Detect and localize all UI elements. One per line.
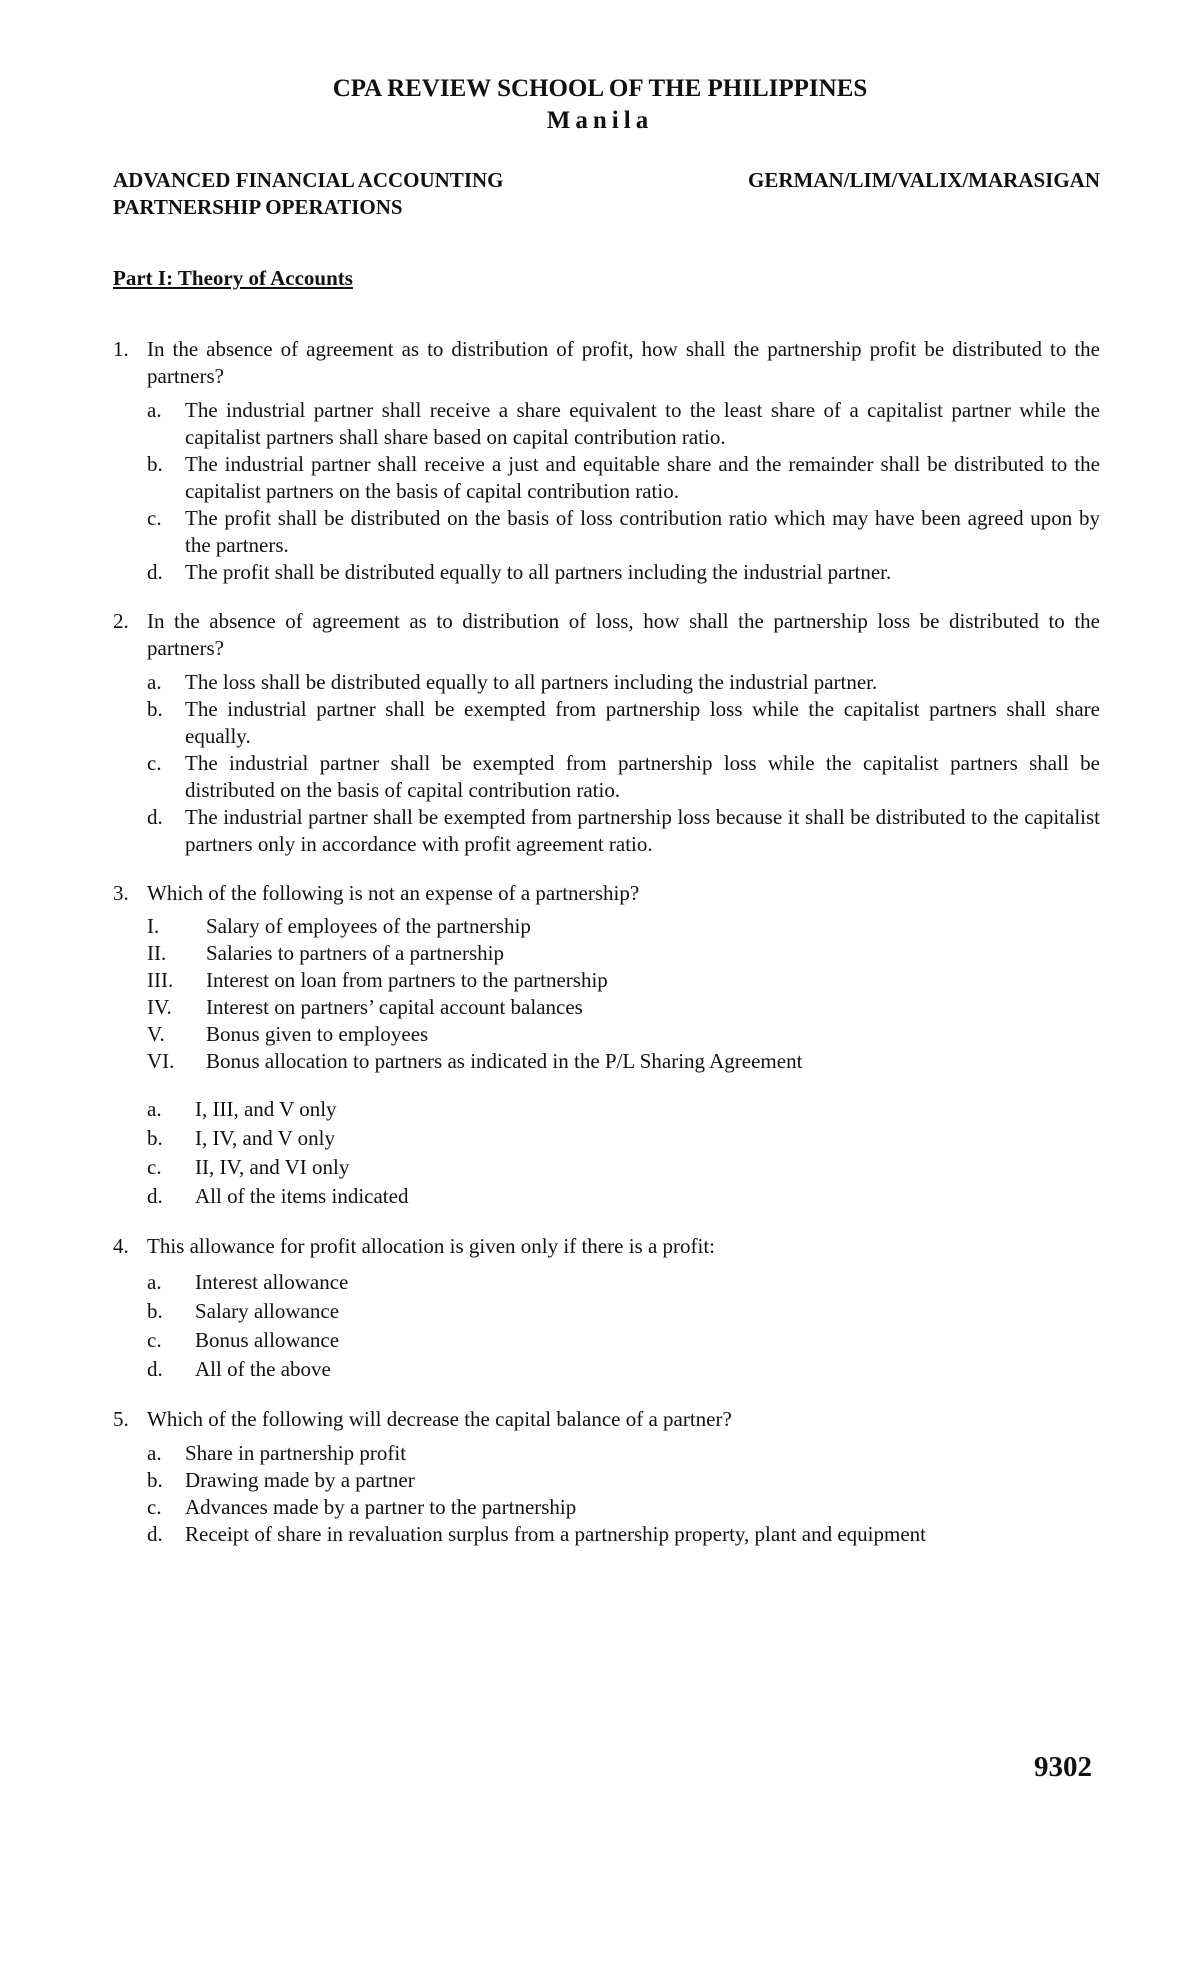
choice-letter: a. xyxy=(147,398,162,422)
choice-c xyxy=(147,750,1100,804)
statement-number: VI. xyxy=(147,1049,175,1073)
question-3 xyxy=(113,880,1100,1211)
statement-text: Salary of employees of the partnership xyxy=(206,914,531,938)
choice-letter: b. xyxy=(147,1299,163,1323)
question-number: 1. xyxy=(113,337,129,361)
choice-letter: b. xyxy=(147,452,163,476)
choice-text: The profit shall be distributed equally to all partners including the industrial partner. xyxy=(185,560,892,584)
statement-number: I. xyxy=(147,914,160,938)
statement-number: III. xyxy=(147,968,174,992)
choice-c xyxy=(147,1153,1100,1182)
question-2 xyxy=(113,608,1100,858)
page-number: 9302 xyxy=(1034,1751,1092,1783)
course-info xyxy=(113,167,504,221)
question-text: This allowance for profit allocation is given only if there is a profit: xyxy=(147,1234,716,1258)
choice-letter: a. xyxy=(147,1441,162,1465)
statement-item xyxy=(147,940,1100,967)
statement-text: Bonus allocation to partners as indicated in the P/L Sharing Agreement xyxy=(206,1049,803,1073)
question-1 xyxy=(113,336,1100,586)
choice-a xyxy=(147,669,1100,696)
choice-text: Bonus allowance xyxy=(195,1328,340,1352)
choice-letter: d. xyxy=(147,1184,163,1208)
choice-text: The industrial partner shall be exempted from partnership loss because it shall be distributed to the capitalist partners only in accordance with profit agreement ratio. xyxy=(185,805,1100,856)
statement-text: Interest on loan from partners to the partnership xyxy=(206,968,608,992)
choice-letter: b. xyxy=(147,697,163,721)
choice-letter: a. xyxy=(147,1270,162,1294)
choice-text: Receipt of share in revaluation surplus from a partnership property, plant and equipment xyxy=(185,1522,926,1546)
statement-number: II. xyxy=(147,941,167,965)
choice-text: The industrial partner shall receive a share equivalent to the least share of a capitalist partner while the capitalist partners shall share based on capital contribution ratio. xyxy=(185,398,1100,449)
course-title: ADVANCED FINANCIAL ACCOUNTING xyxy=(113,168,504,192)
choice-text: Salary allowance xyxy=(195,1299,340,1323)
statement-number: V. xyxy=(147,1022,165,1046)
answer-choices xyxy=(147,669,1100,858)
school-city: Manila xyxy=(546,107,654,134)
part-title: Part I: Theory of Accounts xyxy=(113,266,353,290)
choice-text: The industrial partner shall receive a just and equitable share and the remainder shall be distributed to the capitalist partners on the basis of capital contribution ratio. xyxy=(185,452,1100,503)
choice-c xyxy=(147,1326,1100,1355)
authors: GERMAN/LIM/VALIX/MARASIGAN xyxy=(748,168,1100,192)
question-5 xyxy=(113,1406,1100,1548)
question-number: 4. xyxy=(113,1234,129,1258)
choice-text: I, III, and V only xyxy=(195,1097,337,1121)
choice-letter: a. xyxy=(147,1097,162,1121)
choice-d xyxy=(147,1355,1100,1384)
choice-a xyxy=(147,397,1100,451)
choice-letter: d. xyxy=(147,805,163,829)
choice-c xyxy=(147,1494,1100,1521)
choice-letter: b. xyxy=(147,1468,163,1492)
question-number: 5. xyxy=(113,1407,129,1431)
choice-text: Share in partnership profit xyxy=(185,1441,407,1465)
choice-letter: c. xyxy=(147,1328,162,1352)
choice-b xyxy=(147,1297,1100,1326)
statement-text: Bonus given to employees xyxy=(206,1022,429,1046)
choice-text: II, IV, and VI only xyxy=(195,1155,350,1179)
choice-text: The profit shall be distributed on the basis of loss contribution ratio which may have been agreed upon by the partners. xyxy=(185,506,1100,557)
document-header xyxy=(0,74,1200,136)
choice-text: Drawing made by a partner xyxy=(185,1468,415,1492)
choice-text: The loss shall be distributed equally to all partners including the industrial partner. xyxy=(185,670,878,694)
answer-choices xyxy=(147,1095,1100,1211)
statement-item xyxy=(147,994,1100,1021)
choice-d xyxy=(147,1521,1100,1548)
question-text: In the absence of agreement as to distribution of loss, how shall the partnership loss be distributed to the partners? xyxy=(147,609,1100,660)
question-4 xyxy=(113,1233,1100,1384)
choice-letter: a. xyxy=(147,670,162,694)
statement-item xyxy=(147,1048,1100,1075)
choice-letter: b. xyxy=(147,1126,163,1150)
choice-c xyxy=(147,505,1100,559)
choice-letter: c. xyxy=(147,506,162,530)
statement-number: IV. xyxy=(147,995,172,1019)
statement-item xyxy=(147,913,1100,940)
question-number: 3. xyxy=(113,881,129,905)
choice-b xyxy=(147,1467,1100,1494)
statement-item xyxy=(147,967,1100,994)
choice-b xyxy=(147,1124,1100,1153)
statement-text: Interest on partners’ capital account balances xyxy=(206,995,583,1019)
choice-letter: d. xyxy=(147,1522,163,1546)
choice-text: Interest allowance xyxy=(195,1270,349,1294)
choice-text: Advances made by a partner to the partnership xyxy=(185,1495,577,1519)
choice-d xyxy=(147,1182,1100,1211)
choice-text: All of the above xyxy=(195,1357,331,1381)
statement-list xyxy=(147,913,1100,1075)
choice-letter: c. xyxy=(147,1495,162,1519)
course-topic: PARTNERSHIP OPERATIONS xyxy=(113,195,403,219)
choice-b xyxy=(147,696,1100,750)
choice-letter: c. xyxy=(147,751,162,775)
answer-choices xyxy=(147,1440,1100,1548)
question-text: Which of the following will decrease the capital balance of a partner? xyxy=(147,1407,732,1431)
choice-a xyxy=(147,1095,1100,1124)
choice-d xyxy=(147,804,1100,858)
question-list xyxy=(113,336,1100,1570)
statement-text: Salaries to partners of a partnership xyxy=(206,941,504,965)
school-name: CPA REVIEW SCHOOL OF THE PHILIPPINES xyxy=(332,75,868,102)
choice-b xyxy=(147,451,1100,505)
answer-choices xyxy=(147,1268,1100,1384)
choice-a xyxy=(147,1268,1100,1297)
choice-text: The industrial partner shall be exempted from partnership loss while the capitalist partners shall be distributed on the basis of capital contribution ratio. xyxy=(185,751,1100,802)
choice-text: I, IV, and V only xyxy=(195,1126,336,1150)
choice-d xyxy=(147,559,1100,586)
question-text: In the absence of agreement as to distribution of profit, how shall the partnership profit be distributed to the partners? xyxy=(147,337,1100,388)
question-text: Which of the following is not an expense of a partnership? xyxy=(147,881,640,905)
choice-letter: d. xyxy=(147,1357,163,1381)
question-number: 2. xyxy=(113,609,129,633)
statement-item xyxy=(147,1021,1100,1048)
choice-text: The industrial partner shall be exempted from partnership loss while the capitalist partners shall share equally. xyxy=(185,697,1100,748)
choice-letter: c. xyxy=(147,1155,162,1179)
choice-letter: d. xyxy=(147,560,163,584)
choice-text: All of the items indicated xyxy=(195,1184,409,1208)
answer-choices xyxy=(147,397,1100,586)
choice-a xyxy=(147,1440,1100,1467)
